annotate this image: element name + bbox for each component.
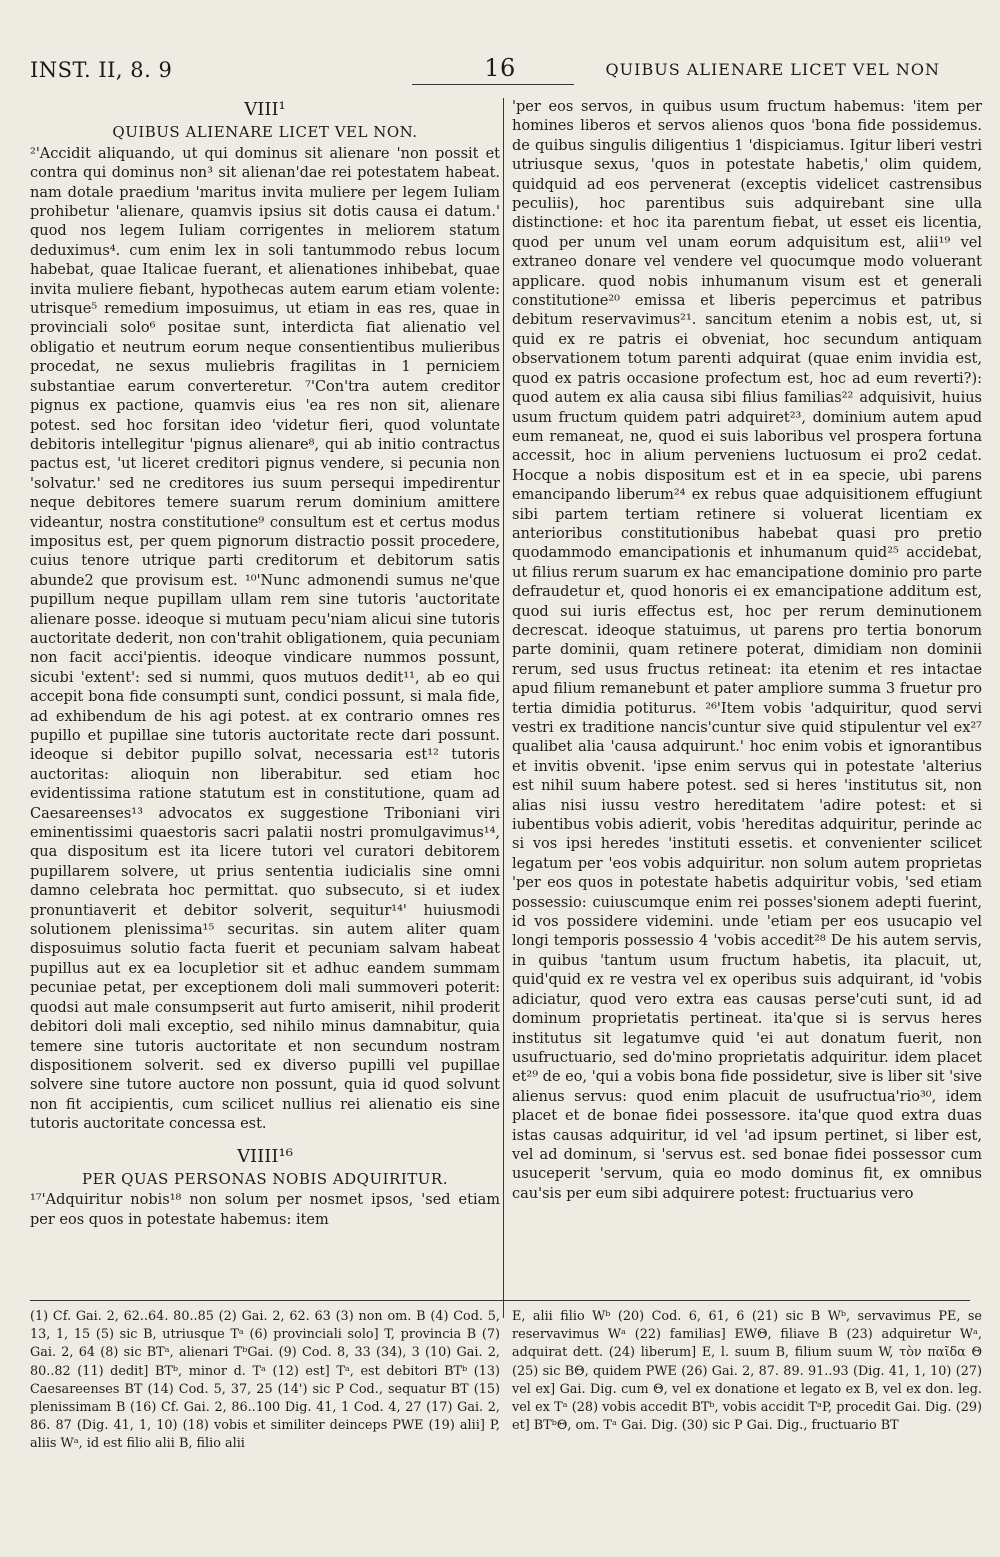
header-rule bbox=[412, 84, 574, 85]
section-title: PER QUAS PERSONAS NOBIS ADQUIRITUR. bbox=[82, 1169, 448, 1188]
page-number: 16 bbox=[484, 54, 516, 82]
section-title: QUIBUS ALIENARE LICET VEL NON. bbox=[112, 123, 418, 142]
right-column bbox=[512, 98, 982, 1308]
running-head-left: INST. II, 8. 9 bbox=[30, 58, 173, 82]
left-column bbox=[30, 98, 500, 1303]
running-head-right: QUIBUS ALIENARE LICET VEL NON bbox=[605, 60, 940, 79]
section-number: VIIII¹⁶ bbox=[237, 1145, 293, 1167]
column-body: 'per eos servos, in quibus usum fructum habemus: 'item per homines liberos et servos alienos quos 'bona fide possidemus. de quibus singulis diligentius 1 'dispiciamus. Igitur liberi vestri utriusque sexus, 'quos in potestate habetis,' olim quidem, quidquid ad eos pervenerat (exceptis videlicet castrensibus peculiis), hoc parentibus suis adquirebant sine ulla distinctione: et hoc ita parentum fiebat, ut esset eis licentia, quod per unum vel unam eorum adquisitum est, alii¹⁹ vel extraneo donare vel vendere vel quocumque modo voluerant applicare. quod nobis inhumanum visum est et generali constitutione²⁰ emissa et liberis pepercimus et patribus debitum reservavimus²¹. sancitum etenim a nobis est, ut, si quid ex re patris ei obveniat, hoc secundum antiquam observationem totum parenti adquirat (quae enim invidia est, quod ex patris occasione profectum est, hoc ad eum reverti?): quod autem ex alia causa sibi filius familias²² adquisivit, huius usum fructum quidem patri adquiret²³, dominium autem apud eum remaneat, ne, quod ei suis laboribus vel prospera fortuna accessit, hoc in alium perveniens luctuosum ei pro2 cedat. Hocque a nobis dispositum est et in ea specie, ubi parens emancipando liberum²⁴ ex rebus quae adquisitionem effugiunt sibi partem tertiam retinere si voluerat licentiam ex anterioribus constitutionibus habebat quasi pro pretio quodammodo emancipationis et inhumanum quid²⁵ accidebat, ut filius rerum suarum ex hac emancipatione dominio pro parte defraudetur et, quod honoris ei ex emancipatione additum est, quod sui iuris effectus est, hoc per rerum deminutionem decrescat. ideoque statuimus, ut parens pro tertia bonorum parte dominii, quam retinere poterat, dimidiam non dominii rerum, sed usus fructus retineat: ita etenim et res intactae apud filium remanebunt et pater ampliore summa 3 fruetur pro tertia dimidia potiturus. ²⁶'Item vobis 'adquiritur, quod servi vestri ex traditione nancis'cuntur sive quid stipulentur vel ex²⁷ qualibet alia 'causa adquirunt.' hoc enim vobis et ignorantibus et invitis obvenit. 'ipse enim servus qui in potestate 'alterius est nihil suum habere potest. sed si heres 'institutus sit, non alias nisi iussu vestro hereditatem 'adire potest: et si iubentibus vobis adierit, vobis 'hereditas adquiritur, perinde ac si vos ipsi heredes 'instituti essetis. et convenienter scilicet legatum per 'eos vobis adquiritur. non solum autem proprietas 'per eos quos in potestate habetis adquiritur vobis, 'sed etiam possessio: cuiuscumque enim rei posses'sionem adepti fuerint, id vos possidere videmini. unde 'etiam per eos usucapio vel longi temporis possessio 4 'vobis accedit²⁸ De his autem servis, in quibus 'tantum usum fructum habetis, ita placuit, ut, quid'quid ex re vestra vel ex operibus suis adquirant, id 'vobis adiciatur, quod vero extra eas causas perse'cuti sunt, id ad dominum proprietatis pertineat. ita'que si is servus heres institutus sit legatumve quid 'ei aut donatum fuerit, non usufructuario, sed do'mino proprietatis adquiritur. idem placet et²⁹ de eo, 'qui a vobis bona fide possidetur, sive is liber sit 'sive alienus servus: quod enim placuit de usufructua'rio³⁰, idem placet et de bonae fidei possessore. ita'que quod extra duas istas causas adquiritur, id vel 'ad ipsum pertinet, si liber est, vel ad dominum, si 'servus est. sed bonae fidei possessor cum usuceperit 'servum, quia eo modo dominus fit, ex omnibus cau'sis per eum sibi adquirere potest: fructuarius vero bbox=[512, 99, 982, 1202]
column-divider bbox=[503, 98, 504, 1318]
section-body: ¹⁷'Adquiritur nobis¹⁸ non solum per nosmet ipsos, 'sed etiam per eos quos in potestate habemus: item bbox=[30, 1192, 500, 1228]
footnote-rule bbox=[30, 1300, 970, 1301]
section-number: VIII¹ bbox=[244, 99, 286, 120]
section-body: ²'Accidit aliquando, ut qui dominus sit alienare 'non possit et contra qui dominus non³ sit alienan'dae rei potestatem habeat. nam dotale praedium 'maritus invita muliere per legem Iuliam prohibetur 'alienare, quamvis ipsius sit dotis causa ei datum.' quod nos legem Iuliam corrigentes in meliorem statum deduximus⁴. cum enim lex in soli tantummodo rebus locum habebat, quae Italicae fuerant, et alienationes inhibebat, quae invita muliere fiebant, hypothecas autem earum etiam volente: utrisque⁵ remedium imposuimus, ut etiam in eas res, quae in provinciali solo⁶ positae sunt, interdicta fiat alienatio vel obligatio et neutrum eorum neque consentientibus mulieribus procedat, ne sexus muliebris fragilitas in 1 perniciem substantiae earum converteretur. ⁷'Con'tra autem creditor pignus ex pactione, quamvis eius 'ea res non sit, alienare potest. sed hoc forsitan ideo 'videtur fieri, quod voluntate debitoris intellegitur 'pignus alienare⁸, qui ab initio contractus pactus est, 'ut liceret creditori pignus vendere, si pecunia non 'solvatur.' sed ne creditores ius suum persequi impedirentur neque debitores temere suarum rerum dominium amittere videantur, nostra constitutione⁹ consultum est et certus modus impositus est, per quem pignorum distractio possit procedere, cuius tenore utrique parti creditorum et debitorum satis abunde2 que provisum est. ¹⁰'Nunc admonendi sumus ne'que pupillum neque pupillam ullam rem sine tutoris 'auctoritate alienare posse. ideoque si mutuam pecu'niam alicui sine tutoris auctoritate dederit, non con'trahit obligationem, quia pecuniam non facit acci'pientis. ideoque vindicare nummos possunt, sicubi 'extent': sed si nummi, quos mutuos dedit¹¹, ab eo qui accepit bona fide consumpti sunt, condici possunt, si mala fide, ad exhibendum de his agi potest. at ex contrario omnes res pupillo et pupillae sine tutoris auctoritate recte dari possunt. ideoque si debitor pupillo solvat, necessaria est¹² tutoris auctoritas: alioquin non liberabitur. sed etiam hoc evidentissima ratione statutum est in constitutione, quam ad Caesareenses¹³ advocatos ex suggestione Triboniani viri eminentissimi quaestoris sacri palatii nostri promulgavimus¹⁴, qua dispositum est ita licere tutori vel curatori debitorem pupillarem solvere, ut prius sententia iudicialis sine omni damno celebrata hoc permittat. quo subsecuto, si et iudex pronuntiaverit et debitor solverit, sequitur¹⁴' huiusmodi solutionem plenissima¹⁵ securitas. sin autem aliter quam disposuimus solutio facta fuerit et pecuniam salvam habeat pupillus aut ex ea locupletior sit et adhuc eandem summam pecuniae petat, per exceptionem doli mali summoveri poterit: quodsi aut male consumpserit aut furto amiserit, nihil proderit debitori doli mali exceptio, sed nihilo minus damnabitur, quia temere sine tutoris auctoritate et non secundum nostram dispositionem solverit. sed ex diverso pupilli vel pupillae solvere sine tutore auctore non possunt, quia id quod solvunt non fit accipientis, cum scilicet nullius rei alienatio eis sine tutoris auctoritate concessa est. bbox=[30, 145, 500, 1133]
footnotes-left: (1) Cf. Gai. 2, 62..64. 80..85 (2) Gai. 2, 62. 63 (3) non om. B (4) Cod. 5, 13, 1, 15 (5) sic B, utriusque Tᵃ (6) provinciali solo] T, provincia B (7) Gai. 2, 64 (8) sic BTᵃ, alienari TᵇGai. (9) Cod. 8, 33 (34), 3 (10) Gai. 2, 80..82 (11) dedit] BTᵇ, minor d. Tᵃ (12) est] Tᵃ, est debitori BTᵇ (13) Caesareenses BT (14) Cod. 5, 37, 25 (14') sic P Cod., sequatur BT (15) plenissimam B (16) Cf. Gai. 2, 86..100 Dig. 41, 1 Cod. 4, 27 (17) Gai. 2, 86. 87 (Dig. 41, 1, 10) (18) vobis et similiter deinceps PWE (19) alii] P, aliis Wᵃ, id est filio alii B, filio alii bbox=[30, 1309, 500, 1452]
section-gap bbox=[30, 1135, 500, 1145]
footnotes-right: E, alii filio Wᵇ (20) Cod. 6, 61, 6 (21) sic B Wᵇ, servavimus PE, se reservavimus Wᵃ (22) familias] EWΘ, filiave B (23) adquiretur Wᵃ, adquirat dett. (24) liberum] E, l. suum B, filium suum W, τὸν παῖδα Θ (25) sic BΘ, quidem PWE (26) Gai. 2, 87. 89. 91..93 (Dig. 41, 1, 10) (27) vel ex] Gai. Dig. cum Θ, vel ex donatione et legato ex B, vel ex don. leg. vel ex Tᵃ (28) vobis accedit BTᵇ, vobis accidit TᵃP, procedit Gai. Dig. (29) et] BTᵇΘ, om. Tᵃ Gai. Dig. (30) sic P Gai. Dig., fructuario BT bbox=[512, 1309, 982, 1434]
